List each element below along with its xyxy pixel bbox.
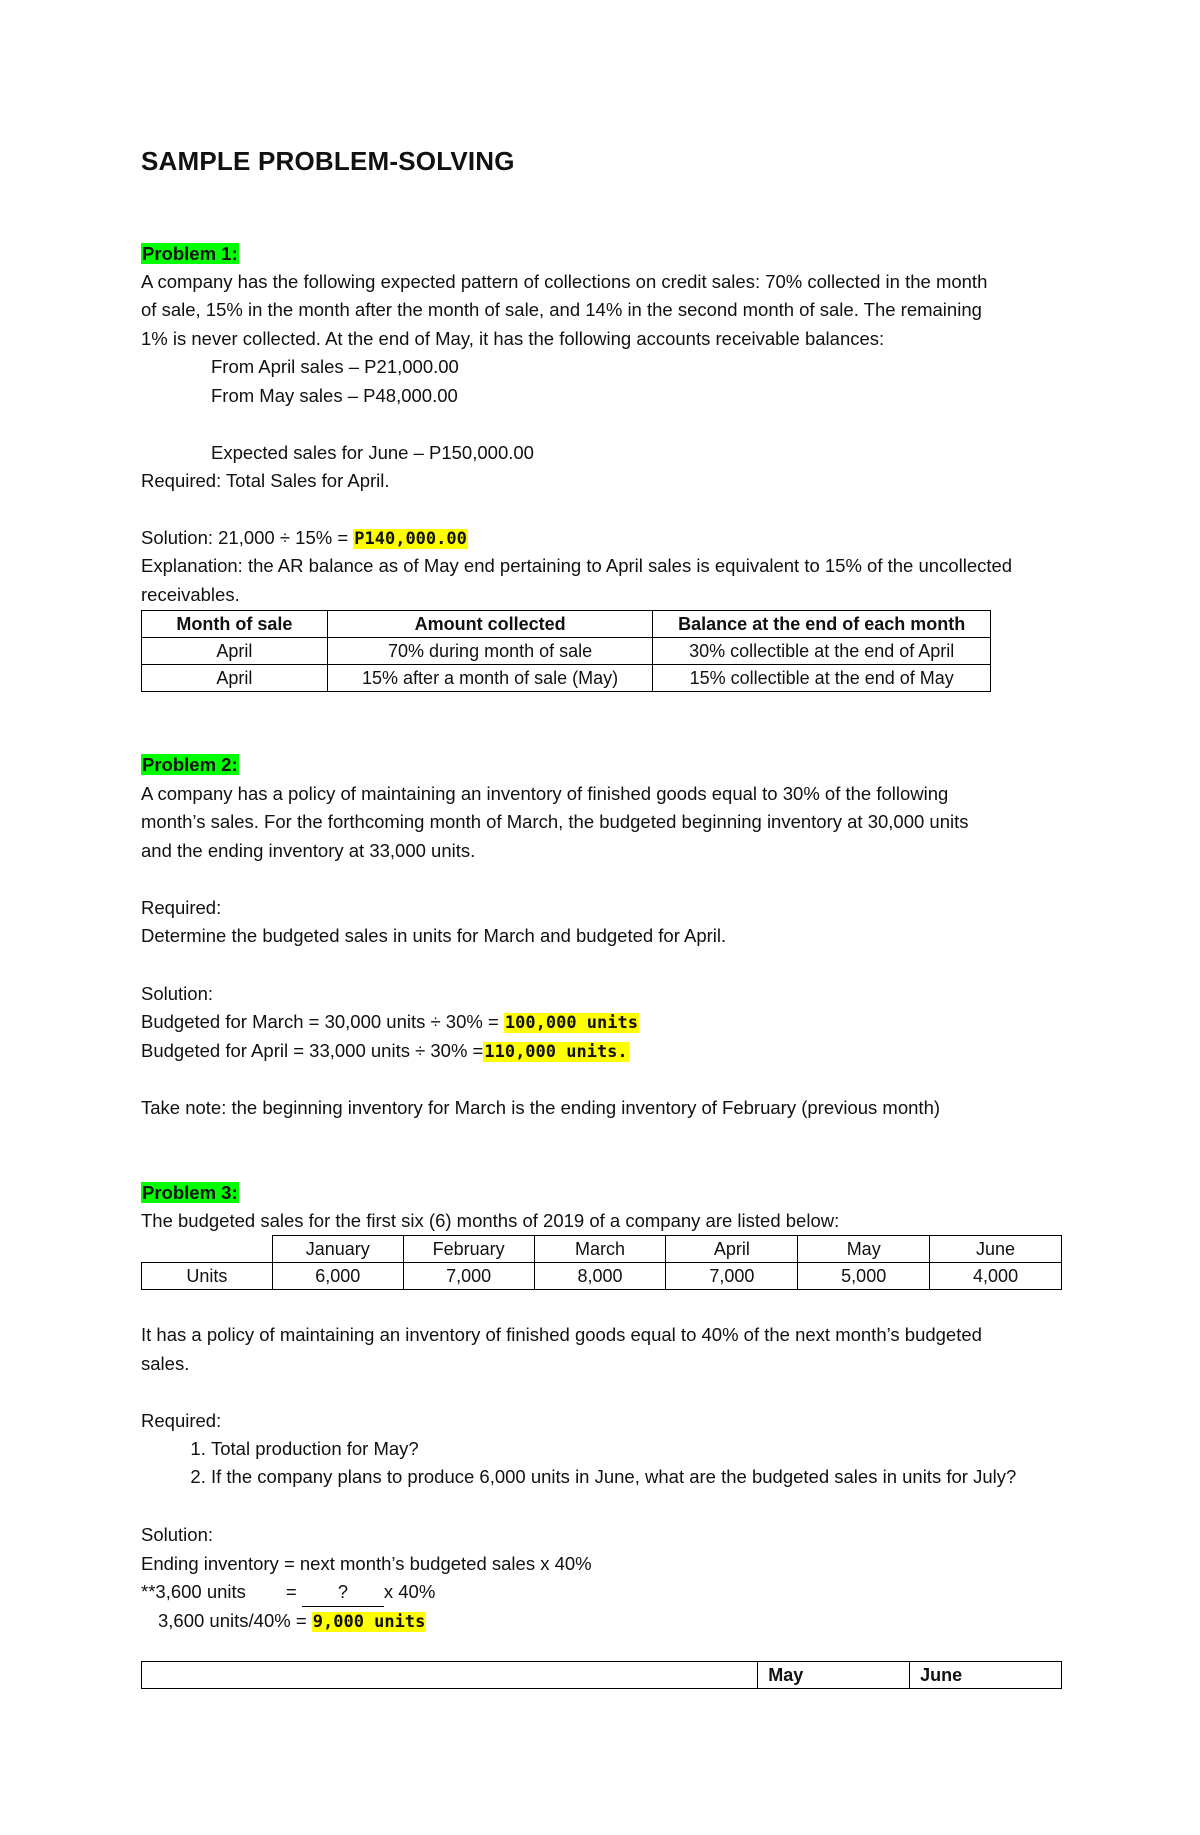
p2-required-text: Determine the budgeted sales in units for March and budgeted for April.: [141, 925, 727, 946]
p3-policy-line-2: sales.: [141, 1353, 190, 1374]
p1-explanation-line-1: Explanation: the AR balance as of May end pertaining to April sales is equivalent to 15% of the uncollected: [141, 555, 1013, 576]
table-row-label: Units: [142, 1263, 273, 1290]
p3-bottom-table: [141, 1661, 1062, 1689]
p3-answer-line: 3,600 units/40% = 9,000 units: [158, 1610, 426, 1632]
page-title: SAMPLE PROBLEM-SOLVING: [141, 146, 515, 176]
p2-march-answer: 100,000 units: [504, 1013, 638, 1033]
table-header-cell: March: [534, 1236, 666, 1263]
p1-text-line-1: A company has the following expected pattern of collections on credit sales: 70% collected in the month: [141, 271, 988, 292]
p2-text-line-2: month’s sales. For the forthcoming month of March, the budgeted beginning inventory at 30,000 units: [141, 811, 969, 832]
table-row: [142, 665, 991, 692]
p1-april-balance: From April sales – P21,000.00: [211, 356, 459, 377]
p3-questions-list: [173, 1435, 1016, 1491]
p3-sales-table: [141, 1235, 1062, 1290]
p3-required-label: Required:: [141, 1410, 222, 1431]
p2-april-answer: 110,000 units.: [484, 1042, 628, 1062]
table-header-cell: June: [930, 1236, 1062, 1263]
p1-june-sales: Expected sales for June – P150,000.00: [211, 442, 534, 463]
p1-required: Required: Total Sales for April.: [141, 470, 390, 491]
table-cell: 6,000: [272, 1263, 403, 1290]
table-header-cell: Amount collected: [327, 611, 653, 638]
table-header-cell: January: [272, 1236, 403, 1263]
list-item: 1. Total production for May?: [211, 1435, 1016, 1463]
table-cell: April: [142, 638, 328, 665]
table-cell: 5,000: [798, 1263, 930, 1290]
table-cell: 7,000: [666, 1263, 798, 1290]
table-cell: 70% during month of sale: [327, 638, 653, 665]
p3-solution-label: Solution:: [141, 1524, 213, 1545]
p3-policy-line-1: It has a policy of maintaining an inventory of finished goods equal to 40% of the next month’s budgeted: [141, 1324, 982, 1345]
table-header-cell: Balance at the end of each month: [653, 611, 991, 638]
p2-april-line: Budgeted for April = 33,000 units ÷ 30% =110,000 units.: [141, 1040, 628, 1062]
p1-solution: Solution: 21,000 ÷ 15% = P140,000.00: [141, 527, 467, 549]
list-item: 2. If the company plans to produce 6,000 units in June, what are the budgeted sales in units for July?: [211, 1463, 1016, 1491]
p2-note: Take note: the beginning inventory for March is the ending inventory of February (previous month): [141, 1097, 941, 1118]
p2-required-label: Required:: [141, 897, 222, 918]
table-cell: 4,000: [930, 1263, 1062, 1290]
p1-collection-table: [141, 610, 991, 692]
table-cell: 30% collectible at the end of April: [653, 638, 991, 665]
table-header-cell: February: [403, 1236, 534, 1263]
p3-answer: 9,000 units: [312, 1612, 426, 1632]
p2-text-line-3: and the ending inventory at 33,000 units.: [141, 840, 476, 861]
table-cell: 7,000: [403, 1263, 534, 1290]
problem-1-label: Problem 1:: [142, 243, 238, 264]
p3-formula: Ending inventory = next month’s budgeted sales x 40%: [141, 1553, 592, 1574]
table-header-row: [142, 1662, 1062, 1689]
table-header-cell: June: [910, 1662, 1062, 1689]
table-header-cell: April: [666, 1236, 798, 1263]
p1-text-line-3: 1% is never collected. At the end of May, it has the following accounts receivable balances:: [141, 328, 885, 349]
table-cell: 8,000: [534, 1263, 666, 1290]
p2-solution-label: Solution:: [141, 983, 213, 1004]
table-row: [142, 638, 991, 665]
table-header-row: [142, 611, 991, 638]
table-header-cell: May: [758, 1662, 910, 1689]
table-corner-cell: [142, 1236, 273, 1263]
answer-blank: ?: [302, 1578, 384, 1607]
table-cell: 15% after a month of sale (May): [327, 665, 653, 692]
problem-3-label: Problem 3:: [142, 1182, 238, 1203]
table-row: [142, 1263, 1062, 1290]
p1-answer: P140,000.00: [354, 529, 467, 549]
table-header-row: [142, 1236, 1062, 1263]
p1-may-balance: From May sales – P48,000.00: [211, 385, 458, 406]
p1-text-line-2: of sale, 15% in the month after the month of sale, and 14% in the second month of sale. The remaining: [141, 299, 982, 320]
p1-explanation-line-2: receivables.: [141, 584, 240, 605]
p3-equation-line: **3,600 units = ? x 40%: [141, 1578, 435, 1607]
p2-march-line: Budgeted for March = 30,000 units ÷ 30% = 100,000 units: [141, 1011, 638, 1033]
table-header-cell: [142, 1662, 758, 1689]
p2-text-line-1: A company has a policy of maintaining an inventory of finished goods equal to 30% of the following: [141, 783, 949, 804]
p3-text-line-1: The budgeted sales for the first six (6) months of 2019 of a company are listed below:: [141, 1210, 840, 1231]
table-header-cell: May: [798, 1236, 930, 1263]
problem-2-label: Problem 2:: [142, 754, 238, 775]
table-cell: April: [142, 665, 328, 692]
table-cell: 15% collectible at the end of May: [653, 665, 991, 692]
table-header-cell: Month of sale: [142, 611, 328, 638]
